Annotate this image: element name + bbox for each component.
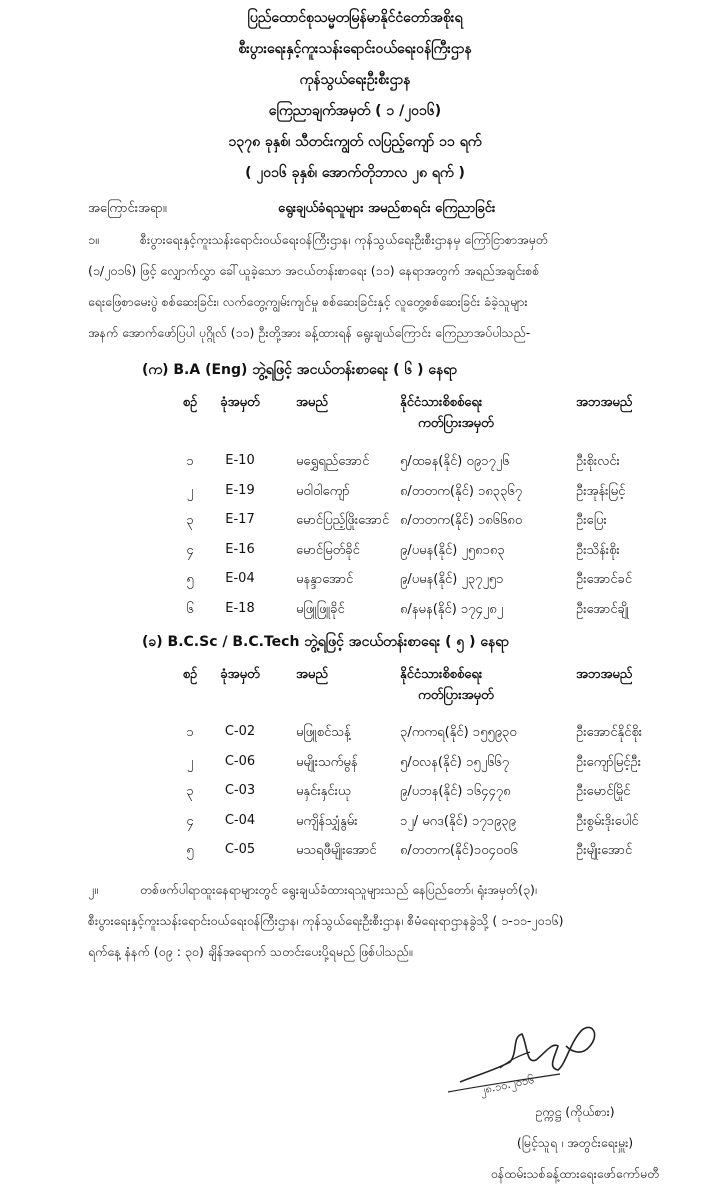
header-ministry: စီးပွားရေးနှင့်ကူးသန်းရောင်းဝယ်ရေးဝန်ကြီးဌာန xyxy=(238,41,472,57)
subject-line xyxy=(88,200,495,219)
col-header-nrc: နိုင်ငံသားစိစစ်ရေး xyxy=(400,667,483,682)
section-a-title: (က) B.A (Eng) ဘွဲ့ရဖြင့် အငယ်တန်းစာရေး ( ၆ ) နေရာ xyxy=(142,362,458,378)
row-father-name: ဦးပြေး xyxy=(576,513,607,528)
row-number: ၃ xyxy=(186,513,194,528)
signatory-name: (မြင့်သူရ ၊ အတွင်းရေးမှူး) xyxy=(516,1135,634,1150)
row-nrc: ၅/ဝလန(နိုင်) ၁၅၂၆၆၇ xyxy=(400,754,510,770)
row-number: ၅ xyxy=(186,843,194,858)
row-nrc: ၅/ထခန(နိုင်) ၀၉၁၇၂၆ xyxy=(400,454,510,469)
row-number: ၆ xyxy=(186,601,194,617)
col-header-nrc-card: ကတ်ပြားအမှတ် xyxy=(418,688,494,703)
row-father-name: ဦးစိုးလင်း xyxy=(576,454,620,469)
row-name: မနှင်းနှင်းယု xyxy=(296,784,351,799)
row-name: မကျိန်သျှံနွမ်း xyxy=(296,813,358,829)
row-name: မဖြူဖြူခိုင် xyxy=(296,601,345,617)
row-number: ၄ xyxy=(186,813,194,829)
row-father-name: ဦးအောင်ခင် xyxy=(576,572,633,587)
row-seat-number: E-17 xyxy=(225,512,255,527)
paragraph-2-line: ၂။ တစ်ဖက်ပါရာထူးနေရာများတွင် ရွေးချယ်ခံထားရသူများသည် နေပြည်တော်၊ ရုံးအမှတ်(၃)၊ xyxy=(88,874,688,905)
col-header-seat: ခုံအမှတ် xyxy=(220,667,260,682)
row-seat-number: C-03 xyxy=(224,783,256,798)
row-father-name: ဦးအုန်းမြင့် xyxy=(576,483,626,499)
row-seat-number: E-16 xyxy=(225,541,255,557)
row-number: ၃ xyxy=(186,784,194,799)
paragraph-2 xyxy=(88,874,688,967)
signatory-committee: ဝန်ထမ်းသစ်ခန့်ထားရေးဖော်ကော်မတီ xyxy=(490,1166,660,1181)
row-number: ၂ xyxy=(186,754,194,770)
row-name: မောင်မြတ်ခိုင် xyxy=(296,542,360,558)
paragraph-1-line: ၁။ စီးပွားရေးနှင့်ကူးသန်းရောင်းဝယ်ရေးဝန်ကြီးဌာန၊ ကုန်သွယ်ရေးဦးစီးဌာနမှ ကြော်ငြာစာအမှတ် xyxy=(88,224,688,255)
row-seat-number: E-18 xyxy=(225,600,255,616)
row-number: ၄ xyxy=(186,542,194,558)
row-father-name: ဦးအောင်နိုင်စိုး xyxy=(576,725,643,740)
row-name: မဖြူစင်သန့် xyxy=(296,725,351,740)
row-father-name: ဦးအောင်ချို xyxy=(576,601,629,617)
row-name: မောင်ပြည့်ဖြိုးအောင် xyxy=(296,513,390,528)
section-b-title: (ခ) B.C.Sc / B.C.Tech ဘွဲ့ရဖြင့် အငယ်တန်းစာရေး ( ၅ ) နေရာ xyxy=(142,634,510,650)
header-myanmar-date: ၁၃၇၈ ခုနှစ်၊ သီတင်းကျွတ် လပြည့်ကျော် ၁၁ ရက် xyxy=(228,134,482,150)
row-seat-number: C-04 xyxy=(224,812,256,828)
paragraph-2-number: ၂။ xyxy=(88,882,98,897)
row-father-name: ဦးသိန်းစိုး xyxy=(576,542,620,558)
row-name: မသရဖီမျိုးအောင် xyxy=(296,843,377,858)
row-father-name: ဦးကျော်မြင့်ဦး xyxy=(576,754,642,770)
row-nrc: ၈/တတက(နိုင်)၁၀၄၀၀၆ xyxy=(400,843,518,858)
paragraph-1 xyxy=(88,224,688,348)
col-header-name: အမည် xyxy=(296,667,328,682)
row-number: ၅ xyxy=(186,572,194,587)
row-nrc: ၁၂/ မဂဒ(နိုင်) ၁၇၁၉၃၉ xyxy=(400,813,516,829)
paragraph-1-number: ၁။ xyxy=(88,232,99,247)
row-seat-number: C-05 xyxy=(224,842,256,857)
row-nrc: ၃/ကကရ(နိုင်) ၁၅၅၉၃၀ xyxy=(400,725,517,740)
col-header-nrc-card: ကတ်ပြားအမှတ် xyxy=(418,416,494,431)
col-header-nrc: နိုင်ငံသားစိစစ်ရေး xyxy=(400,395,483,410)
row-father-name: ဦးမောင်မြိုင် xyxy=(576,784,631,799)
row-nrc: ၈/နမန(နိုင်) ၁၇၄၂၈၂ xyxy=(400,601,504,617)
row-number: ၂ xyxy=(186,483,194,499)
row-father-name: ဦးမျိုးအောင် xyxy=(576,843,633,858)
col-header-seat: ခုံအမှတ် xyxy=(220,395,260,410)
row-number: ၁ xyxy=(186,454,194,469)
row-number: ၁ xyxy=(186,725,194,740)
row-seat-number: E-19 xyxy=(225,482,255,498)
row-nrc: ၈/တတက(နိုင်) ၁၈၃၃၆၇ xyxy=(400,483,523,499)
row-seat-number: C-02 xyxy=(224,724,256,739)
row-nrc: ၉/ပဘန(နိုင်) ၁၆၄၄၇၈ xyxy=(400,784,511,799)
signature-date: ၂၈.၁၀.၂၀၁၆ xyxy=(478,1072,536,1098)
signature-image xyxy=(440,1012,610,1102)
paragraph-2-line: ရက်နေ့ နံနက် (၀၉ : ၃၀) ချိန်အရောက် သတင်းပေးပို့ရမည် ဖြစ်ပါသည်။ xyxy=(88,944,413,959)
header-department: ကုန်သွယ်ရေးဦးစီးဌာန xyxy=(299,72,411,88)
col-header-father: အဘအမည် xyxy=(576,667,633,682)
subject-text: ရွေးချယ်ခံရသူများ အမည်စာရင်း ကြေညာခြင်း xyxy=(278,201,496,216)
paragraph-1-line: ရေးဖြေစာမေးပွဲ စစ်ဆေးခြင်း၊ လက်တွေ့ကျွမ်းကျင်မှု စစ်ဆေးခြင်းနှင့် လူတွေ့စစ်ဆေးခြင်း ခံခဲ့သူများ xyxy=(88,294,528,309)
header-gregorian-date: ( ၂၀၁၆ ခုနှစ်၊ အောက်တိုဘာလ ၂၈ ရက် ) xyxy=(245,165,465,181)
row-seat-number: C-06 xyxy=(224,753,256,769)
signatory-title: ဥက္ကဋ္ဌ (ကိုယ်စား) xyxy=(535,1104,615,1119)
row-name: မမျိုးသက်မွန် xyxy=(296,754,358,770)
paragraph-1-line: အနက် အောက်ဖော်ပြပါ ပုဂ္ဂိုလ် (၁၁) ဦးတို့အား ခန့်ထားရန် ရွေးချယ်ကြောင်း ကြေညာအပ်ပါသည်- xyxy=(88,325,531,340)
subject-label: အကြောင်းအရာ။ xyxy=(88,201,167,216)
header-government: ပြည်ထောင်စုသမ္မတမြန်မာနိုင်ငံတော်အစိုးရ xyxy=(247,10,463,26)
row-name: မနန္ဒာအောင် xyxy=(296,572,354,587)
paragraph-1-line: (၁/၂၀၁၆) ဖြင့် လျှောက်လွှာ ခေါ်ယူခဲ့သော အငယ်တန်းစာရေး (၁၁) နေရာအတွက် အရည်အချင်းစစ် xyxy=(88,263,540,278)
row-seat-number: E-04 xyxy=(225,571,255,586)
col-header-name: အမည် xyxy=(296,395,328,410)
row-nrc: ၉/ပမန(နိုင်) ၂၃၇၂၅၁ xyxy=(400,572,504,587)
col-header-father: အဘအမည် xyxy=(576,395,633,410)
row-nrc: ၈/တတက(နိုင်) ၁၈၆၆၈၀ xyxy=(400,513,523,528)
col-header-no: စဉ် xyxy=(182,395,198,410)
row-nrc: ၉/ပမန(နိုင်) ၂၅၈၁၈၃ xyxy=(400,542,505,558)
row-father-name: ဦးစွမ်းဒိုးပေါင် xyxy=(576,813,639,829)
paragraph-2-line: စီးပွားရေးနှင့်ကူးသန်းရောင်းဝယ်ရေးဝန်ကြီးဌာန၊ ကုန်သွယ်ရေးဦးစီးဌာန၊ စီမံရေးရာဌာနခွဲသို့ ( ၁-၁၁-၂၀၁၆) xyxy=(88,913,564,928)
col-header-no: စဉ် xyxy=(182,667,198,682)
row-name: မဝါဝါကျော် xyxy=(296,483,350,499)
row-name: မရွှေရည်အောင် xyxy=(296,454,370,469)
header-announcement-number: ကြေညာချက်အမှတ် ( ၁ /၂၀၁၆) xyxy=(268,103,442,119)
row-seat-number: E-10 xyxy=(225,453,255,468)
